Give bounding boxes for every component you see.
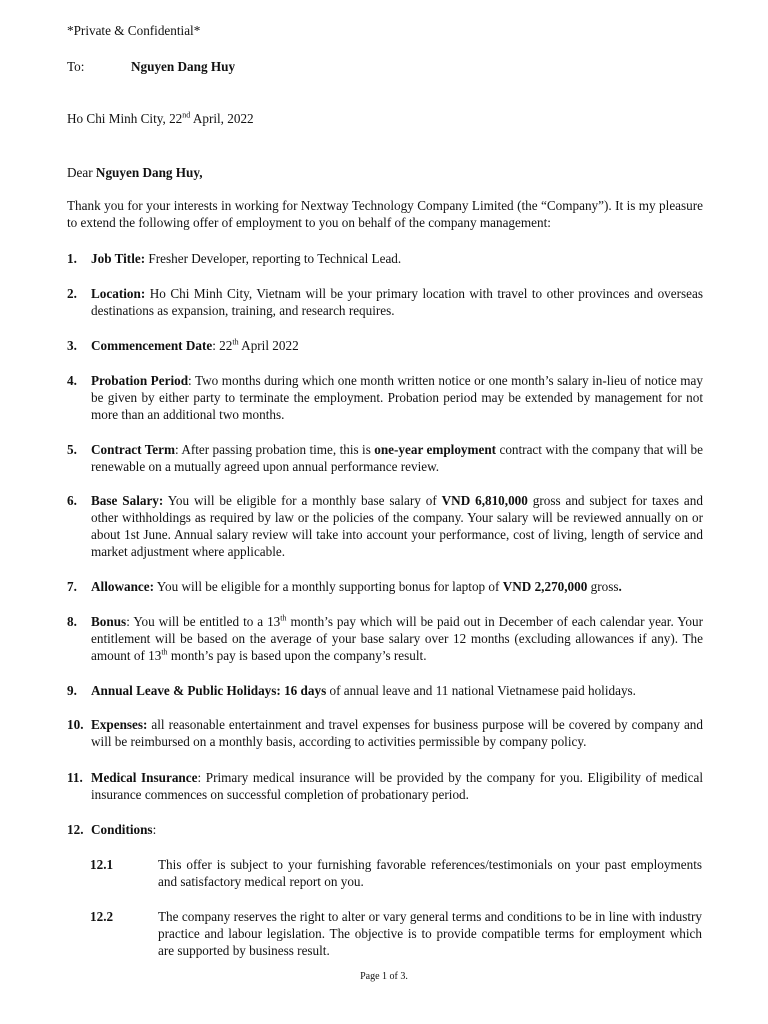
item-number: 9. — [67, 683, 77, 698]
item-text: Ho Chi Minh City, Vietnam will be your primary location with travel to other provinces and overseas destinations as expansion, training, and research requires. — [91, 286, 703, 318]
item-number: 10. — [67, 717, 84, 732]
list-item — [67, 821, 703, 838]
item-text: : Primary medical insurance will be provided by the company for you. Eligibility of medical insurance commences on successful completion of probationary period. — [91, 770, 703, 802]
salutation-name: Nguyen Dang Huy, — [95, 165, 203, 180]
date-suffix: April, 2022 — [190, 111, 254, 126]
item-text: gross and subject for taxes and other withholdings as required by law or the policies of the company. Your salary will be reviewed annually on or about 1st June. Annual salary review will take into account your performance, cost of living, length of service and market adjustment where applicable. — [91, 493, 703, 559]
list-item — [67, 613, 703, 664]
to-label: To: — [67, 59, 85, 74]
list-item — [67, 285, 703, 319]
date-sup: nd — [182, 110, 191, 120]
condition-item — [90, 908, 702, 959]
recipient-name: Nguyen Dang Huy — [131, 59, 236, 74]
item-label: Commencement Date — [91, 338, 213, 353]
item-label: Annual Leave & Public Holidays: 16 days — [91, 683, 327, 698]
list-item — [67, 372, 703, 423]
list-item — [67, 769, 703, 803]
list-item — [67, 682, 703, 699]
list-item — [67, 492, 703, 560]
item-text: : You will be entitled to a 13 — [126, 614, 281, 629]
item-label: Probation Period — [91, 373, 189, 388]
item-number: 6. — [67, 493, 77, 508]
item-text: You will be eligible for a monthly supporting bonus for laptop of — [154, 579, 503, 594]
list-item — [67, 337, 703, 354]
list-item — [67, 716, 703, 750]
item-text: of annual leave and 11 national Vietnamese paid holidays. — [326, 683, 636, 698]
item-bold-text: VND 6,810,000 — [441, 493, 528, 508]
item-label: Contract Term — [91, 442, 175, 457]
condition-text: The company reserves the right to alter or vary general terms and conditions to be in line with industry practice and labour legislation. The objective is to provide compatible terms for employment which are supported by business result. — [158, 909, 702, 958]
item-number: 12. — [67, 822, 84, 837]
confidential-label: *Private & Confidential* — [67, 23, 201, 38]
item-text: Fresher Developer, reporting to Technical Lead. — [145, 251, 402, 266]
item-text: : — [152, 822, 157, 837]
item-label: Base Salary: — [91, 493, 164, 508]
date-prefix: Ho Chi Minh City, 22 — [67, 111, 183, 126]
list-item — [67, 578, 703, 595]
condition-number: 12.2 — [90, 909, 114, 924]
item-number: 7. — [67, 579, 77, 594]
page-number: Page 1 of 3. — [360, 971, 408, 982]
item-text: : After passing probation time, this is — [174, 442, 375, 457]
item-number: 4. — [67, 373, 77, 388]
item-text: contract with the company that will be renewable on a mutually agreed upon annual performance review. — [91, 442, 703, 474]
list-item — [67, 250, 703, 267]
item-number: 3. — [67, 338, 77, 353]
item-number: 11. — [67, 770, 83, 785]
item-text: April 2022 — [238, 338, 299, 353]
item-label: Expenses: — [91, 717, 148, 732]
condition-number: 12.1 — [90, 857, 114, 872]
item-sup: th — [161, 647, 168, 657]
item-number: 2. — [67, 286, 77, 301]
salutation — [67, 164, 203, 181]
item-label: Location: — [91, 286, 146, 301]
item-text: You will be eligible for a monthly base salary of — [163, 493, 442, 508]
item-text: : Two months during which one month written notice or one month’s salary in-lieu of notice may be given by either party to terminate the employment. Probation period may be extended by management for not more than an additional two months. — [91, 373, 704, 422]
condition-item — [90, 856, 702, 890]
condition-text: This offer is subject to your furnishing favorable references/testimonials on your past employments and satisfactory medical report on you. — [158, 857, 702, 889]
date-line — [67, 110, 254, 127]
item-text: month’s pay is based upon the company’s result. — [167, 648, 427, 663]
item-sup: th — [280, 613, 287, 623]
item-text: : 22 — [212, 338, 233, 353]
item-number: 5. — [67, 442, 77, 457]
item-number: 8. — [67, 614, 77, 629]
item-label: Bonus — [91, 614, 127, 629]
item-label: Conditions — [91, 822, 153, 837]
item-bold-text: . — [618, 579, 622, 594]
item-bold-text: one-year employment — [374, 442, 497, 457]
item-label: Medical Insurance — [91, 770, 198, 785]
item-text: gross — [587, 579, 619, 594]
item-sup: th — [232, 337, 239, 347]
item-bold-text: VND 2,270,000 — [502, 579, 588, 594]
item-label: Allowance: — [91, 579, 154, 594]
salutation-text: Dear — [67, 165, 96, 180]
item-label: Job Title: — [91, 251, 146, 266]
list-item — [67, 441, 703, 475]
intro-paragraph: Thank you for your interests in working for Nextway Technology Company Limited (the “Company”). It is my pleasure to extend the following offer of employment to you on behalf of the company management: — [67, 198, 703, 230]
item-text: month’s pay which will be paid out in December of each calendar year. Your entitlement will be based on the average of your base salary over 12 months (excluding allowances if any). The amount of 13 — [91, 614, 703, 663]
item-text: all reasonable entertainment and travel expenses for business purpose will be covered by company and will be reimbursed on a monthly basis, according to activities permissible by company policy. — [91, 717, 703, 749]
item-number: 1. — [67, 251, 77, 266]
